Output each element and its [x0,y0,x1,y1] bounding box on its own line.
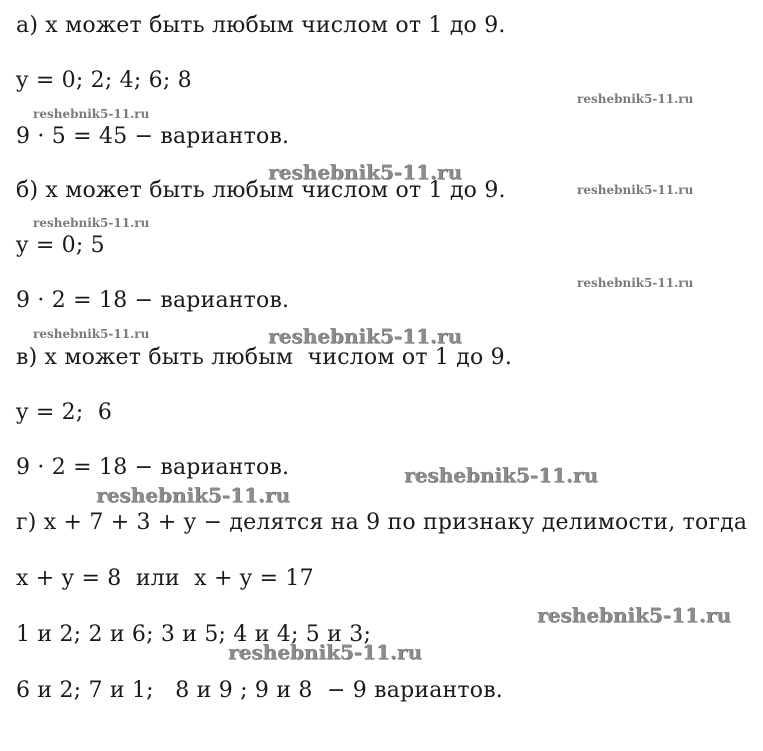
watermark: reshebnik5-11.ru [33,107,150,121]
line-b-x-range: б) x может быть любым числом от 1 до 9. [16,178,506,203]
watermark: reshebnik5-11.ru [96,483,290,507]
watermark: reshebnik5-11.ru [577,183,694,197]
line-v-x-range: в) x может быть любым числом от 1 до 9. [16,345,513,370]
line-b-y-values: y = 0; 5 [16,233,105,258]
line-v-y-values: y = 2; 6 [16,400,113,425]
line-g-pairs-1: 1 и 2; 2 и 6; 3 и 5; 4 и 4; 5 и 3; [16,622,372,647]
line-a-x-range: а) x может быть любым числом от 1 до 9. [16,13,506,38]
line-a-y-values: y = 0; 2; 4; 6; 8 [16,68,192,93]
line-g-condition: г) x + 7 + 3 + y − делятся на 9 по признаку делимости, тогда [16,510,748,535]
line-b-count: 9 · 2 = 18 − вариантов. [16,288,290,313]
watermark: reshebnik5-11.ru [537,603,731,627]
line-v-count: 9 · 2 = 18 − вариантов. [16,455,290,480]
line-g-pairs-2: 6 и 2; 7 и 1; 8 и 9 ; 9 и 8 − 9 вариантов. [16,678,503,703]
watermark: reshebnik5-11.ru [33,216,150,230]
watermark: reshebnik5-11.ru [404,463,598,487]
watermark: reshebnik5-11.ru [268,160,462,184]
line-g-sums: x + y = 8 или x + y = 17 [16,566,314,591]
watermark: reshebnik5-11.ru [228,640,422,664]
line-a-count: 9 · 5 = 45 − вариантов. [16,124,290,149]
watermark: reshebnik5-11.ru [577,92,694,106]
watermark: reshebnik5-11.ru [33,327,150,341]
watermark: reshebnik5-11.ru [577,276,694,290]
watermark: reshebnik5-11.ru [268,324,462,348]
